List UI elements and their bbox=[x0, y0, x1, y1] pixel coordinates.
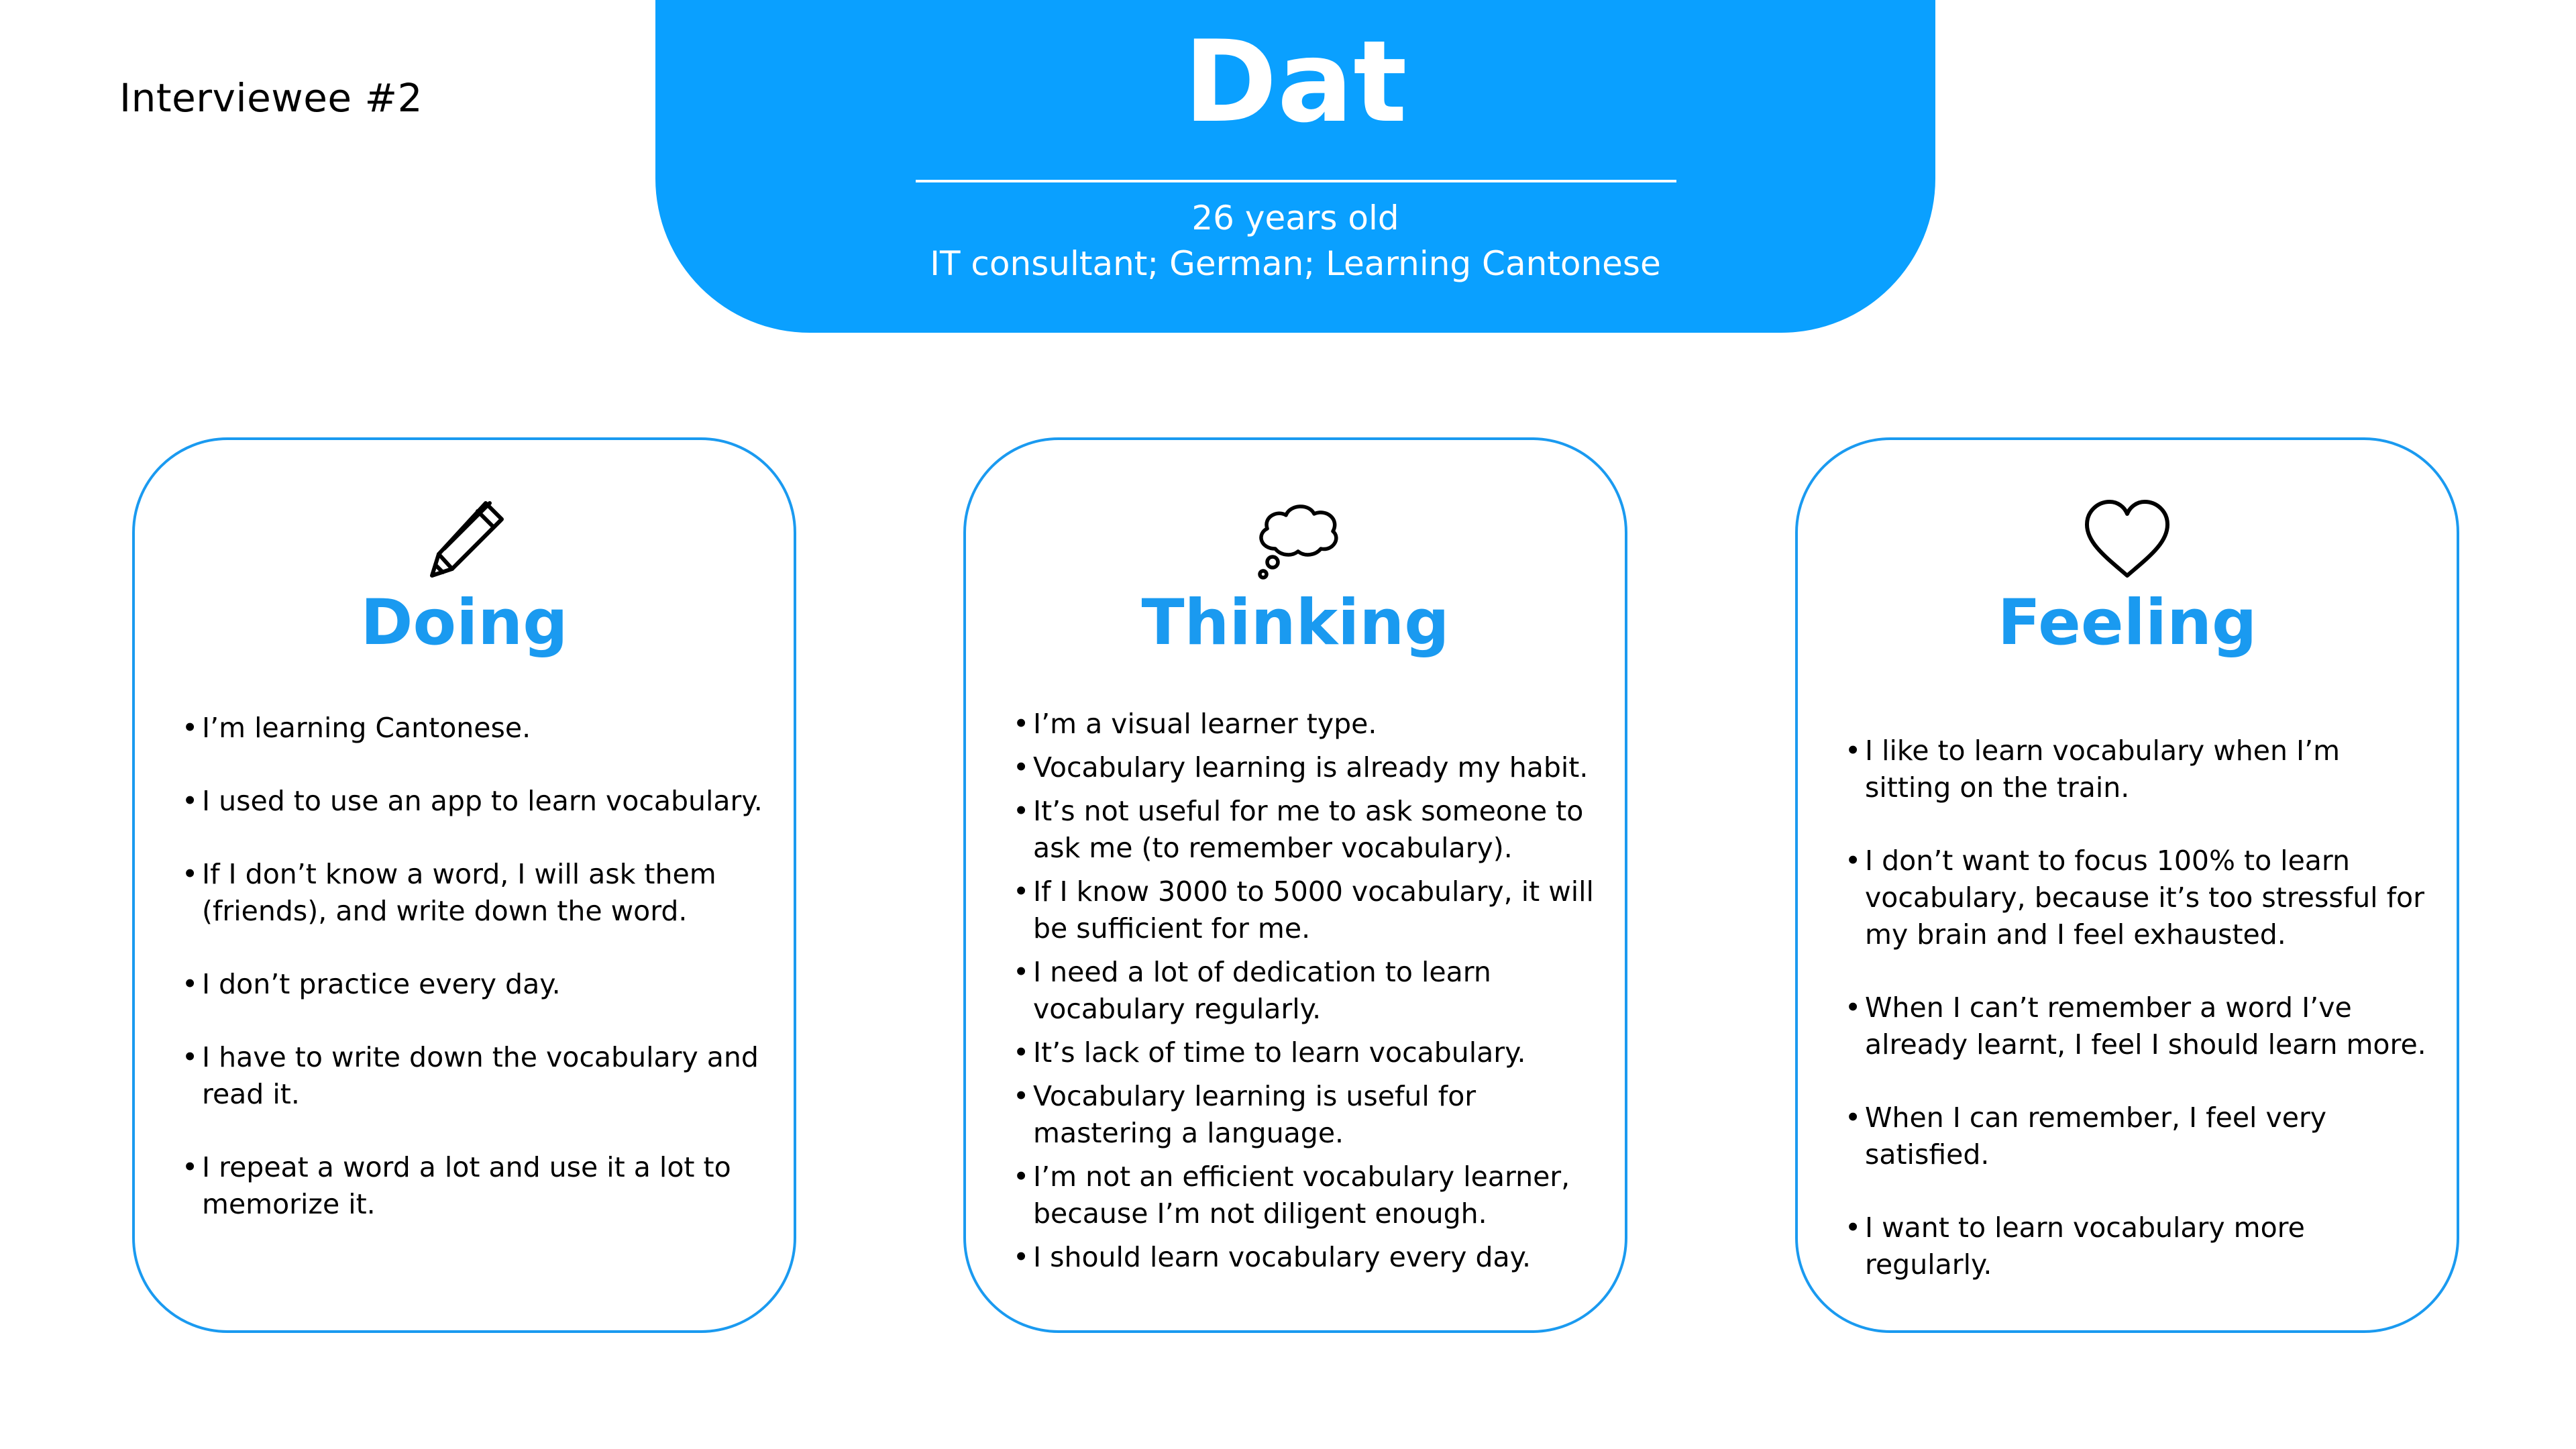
interviewee-label: Interviewee #2 bbox=[119, 75, 423, 121]
list-item: • Vocabulary learning is useful for mastering a language. bbox=[1013, 1078, 1598, 1152]
list-item: • I have to write down the vocabulary and read it. bbox=[182, 1039, 767, 1113]
persona-profile: IT consultant; German; Learning Cantonese bbox=[930, 244, 1661, 283]
list-item: • If I don’t know a word, I will ask them (friends), and write down the word. bbox=[182, 856, 767, 930]
list-item: • I’m not an efficient vocabulary learner, because I’m not diligent enough. bbox=[1013, 1159, 1598, 1232]
list-item: • When I can’t remember a word I’ve already learnt, I feel I should learn more. bbox=[1845, 989, 2430, 1063]
list-item: • I don’t practice every day. bbox=[182, 966, 767, 1003]
feeling-title: Feeling bbox=[1997, 586, 2257, 659]
heart-icon bbox=[2080, 494, 2174, 588]
list-item: • I used to use an app to learn vocabulary. bbox=[182, 783, 767, 820]
list-item: • I should learn vocabulary every day. bbox=[1013, 1239, 1598, 1276]
list-item: • It’s not useful for me to ask someone to ask me (to remember vocabulary). bbox=[1013, 793, 1598, 867]
thinking-list bbox=[1013, 706, 1598, 1283]
list-item: • I like to learn vocabulary when I’m sitting on the train. bbox=[1845, 733, 2430, 806]
list-item: • I need a lot of dedication to learn vocabulary regularly. bbox=[1013, 954, 1598, 1028]
feeling-list bbox=[1845, 733, 2430, 1320]
list-item: • I’m learning Cantonese. bbox=[182, 710, 767, 747]
header-divider bbox=[916, 180, 1676, 182]
thought-bubble-icon bbox=[1248, 494, 1342, 588]
list-item: • If I know 3000 to 5000 vocabulary, it will be sufficient for me. bbox=[1013, 873, 1598, 947]
pencil-icon bbox=[417, 494, 511, 588]
feeling-card bbox=[1795, 437, 2459, 1333]
list-item: • I’m a visual learner type. bbox=[1013, 706, 1598, 743]
doing-title: Doing bbox=[360, 586, 568, 659]
persona-header bbox=[655, 0, 1935, 333]
persona-name: Dat bbox=[1183, 16, 1407, 148]
thinking-card bbox=[963, 437, 1627, 1333]
list-item: • I repeat a word a lot and use it a lot to memorize it. bbox=[182, 1149, 767, 1223]
thinking-title: Thinking bbox=[1141, 586, 1450, 659]
list-item: • I want to learn vocabulary more regularly. bbox=[1845, 1210, 2430, 1283]
doing-card bbox=[132, 437, 796, 1333]
doing-list bbox=[182, 710, 767, 1259]
list-item: • When I can remember, I feel very satisfied. bbox=[1845, 1099, 2430, 1173]
list-item: • I don’t want to focus 100% to learn vocabulary, because it’s too stressful for my brain and I feel exhausted. bbox=[1845, 843, 2430, 953]
list-item: • Vocabulary learning is already my habit. bbox=[1013, 749, 1598, 786]
list-item: • It’s lack of time to learn vocabulary. bbox=[1013, 1034, 1598, 1071]
persona-age: 26 years old bbox=[1191, 199, 1399, 237]
